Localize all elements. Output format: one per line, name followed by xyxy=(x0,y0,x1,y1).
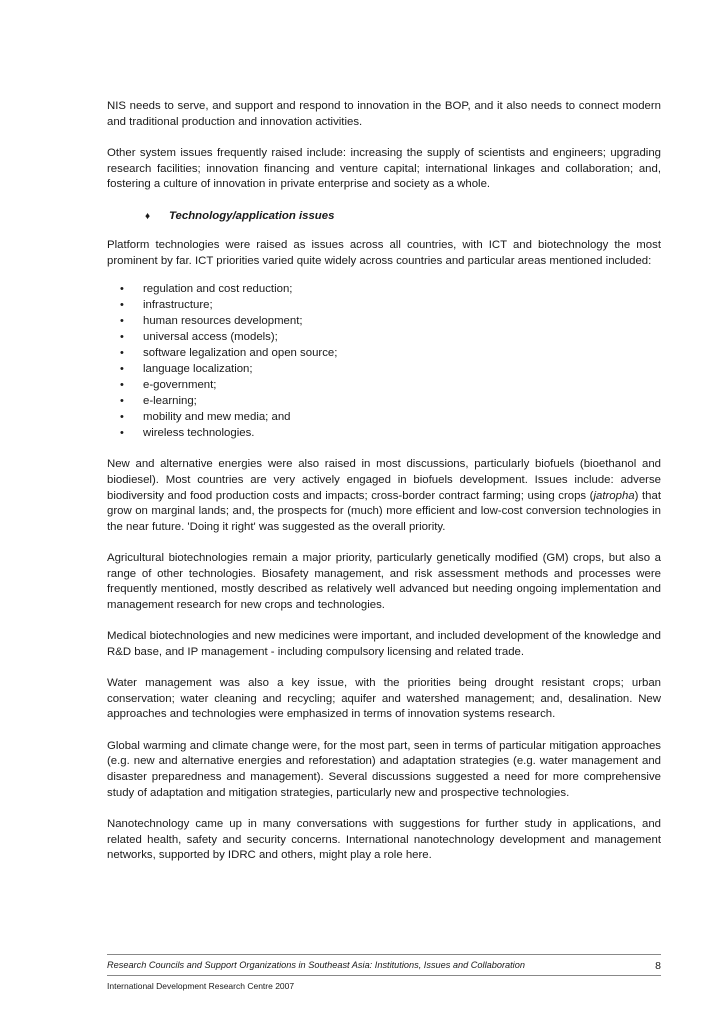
page-number: 8 xyxy=(655,960,661,972)
section-heading-text: Technology/application issues xyxy=(169,209,335,222)
footer-title-row xyxy=(107,960,661,972)
list-item-text: regulation and cost reduction; xyxy=(143,283,293,296)
bullet-dot-icon: • xyxy=(120,315,124,328)
list-item xyxy=(107,281,661,297)
footer-top-rule xyxy=(107,954,661,955)
paragraph-climate: Global warming and climate change were, for the most part, seen in terms of particular mitigation approaches (e.g. new and alternative energies and reforestation) and adaptation strategies (e.g. water management and disaster preparedness and management). Several discussions suggested a need for more comprehensive study of adaptation and mitigation strategies, particularly new and prospective technologies. xyxy=(107,739,661,799)
list-item-text: mobility and mew media; and xyxy=(143,411,291,424)
paragraph-energies xyxy=(107,457,661,535)
body-text xyxy=(107,99,661,880)
bullet-dot-icon: • xyxy=(120,299,124,312)
energies-text-part2: ) that grow on marginal lands; and, the prospects for (much) more efficient and low-cost conversion technologies in the near future. 'Doing it right' was suggested as the overall priority. xyxy=(107,489,661,533)
list-item xyxy=(107,377,661,393)
list-item xyxy=(107,297,661,313)
section-heading xyxy=(107,209,661,225)
footer-organization: International Development Research Centre 2007 xyxy=(107,981,295,991)
diamond-bullet-icon: ♦ xyxy=(145,210,151,222)
paragraph-nis: NIS needs to serve, and support and respond to innovation in the BOP, and it also needs to connect modern and traditional production and innovation activities. xyxy=(107,100,661,128)
list-item-text: wireless technologies. xyxy=(143,427,255,440)
list-item-text: human resources development; xyxy=(143,315,303,328)
footer-title: Research Councils and Support Organizations in Southeast Asia: Institutions, Issues and Collaboration xyxy=(107,960,525,970)
bullet-dot-icon: • xyxy=(120,331,124,344)
bullet-dot-icon: • xyxy=(120,427,124,440)
bullet-dot-icon: • xyxy=(120,395,124,408)
paragraph-platform-technologies: Platform technologies were raised as issues across all countries, with ICT and biotechnology the most prominent by far. ICT priorities varied quite widely across countries and particular areas mentioned included: xyxy=(107,239,661,267)
list-item-text: universal access (models); xyxy=(143,331,278,344)
list-item-text: language localization; xyxy=(143,363,253,376)
paragraph-medical: Medical biotechnologies and new medicines were important, and included development of the knowledge and R&D base, and IP management - including compulsory licensing and related trade. xyxy=(107,630,661,658)
ict-priorities-list xyxy=(107,281,661,441)
list-item xyxy=(107,393,661,409)
list-item xyxy=(107,425,661,441)
list-item-text: software legalization and open source; xyxy=(143,347,338,360)
list-item-text: e-learning; xyxy=(143,395,197,408)
paragraph-water: Water management was also a key issue, with the priorities being drought resistant crops; urban conservation; water cleaning and recycling; aquifer and watershed management; and, desalination. New approaches and technologies were emphasized in terms of innovation systems research. xyxy=(107,677,661,721)
bullet-dot-icon: • xyxy=(120,379,124,392)
list-item xyxy=(107,361,661,377)
paragraph-agricultural: Agricultural biotechnologies remain a major priority, particularly genetically modified (GM) crops, but also a range of other technologies. Biosafety management, and risk assessment methods and processes were frequently mentioned, mostly described as relatively well advanced but needing ongoing implementation and management research for new crops and technologies. xyxy=(107,552,661,611)
bullet-dot-icon: • xyxy=(120,363,124,376)
list-item-text: infrastructure; xyxy=(143,299,213,312)
list-item xyxy=(107,313,661,329)
list-item xyxy=(107,329,661,345)
bullet-dot-icon: • xyxy=(120,283,124,296)
paragraph-system-issues: Other system issues frequently raised include: increasing the supply of scientists and engineers; upgrading research facilities; innovation financing and venture capital; international linkages and collaboration; and, fostering a culture of innovation in private enterprise and society as a whole. xyxy=(107,146,661,191)
energies-text-part1: New and alternative energies were also raised in most discussions, particularly biofuels (bioethanol and biodiesel). Most countries are very actively engaged in biofuels development. Issues include: adverse biodiversity and food production costs and impacts; cross-border contract farming; using crops ( xyxy=(107,458,661,502)
energies-italic-term: jatropha xyxy=(593,489,635,502)
list-item xyxy=(107,409,661,425)
list-item-text: e-government; xyxy=(143,379,217,392)
list-item xyxy=(107,345,661,361)
bullet-dot-icon: • xyxy=(120,411,124,424)
paragraph-nanotechnology: Nanotechnology came up in many conversations with suggestions for further study in applications, and related health, safety and security concerns. International nanotechnology development and management networks, supported by IDRC and others, might play a role here. xyxy=(107,818,661,862)
footer-bottom-rule xyxy=(107,975,661,976)
bullet-dot-icon: • xyxy=(120,347,124,360)
